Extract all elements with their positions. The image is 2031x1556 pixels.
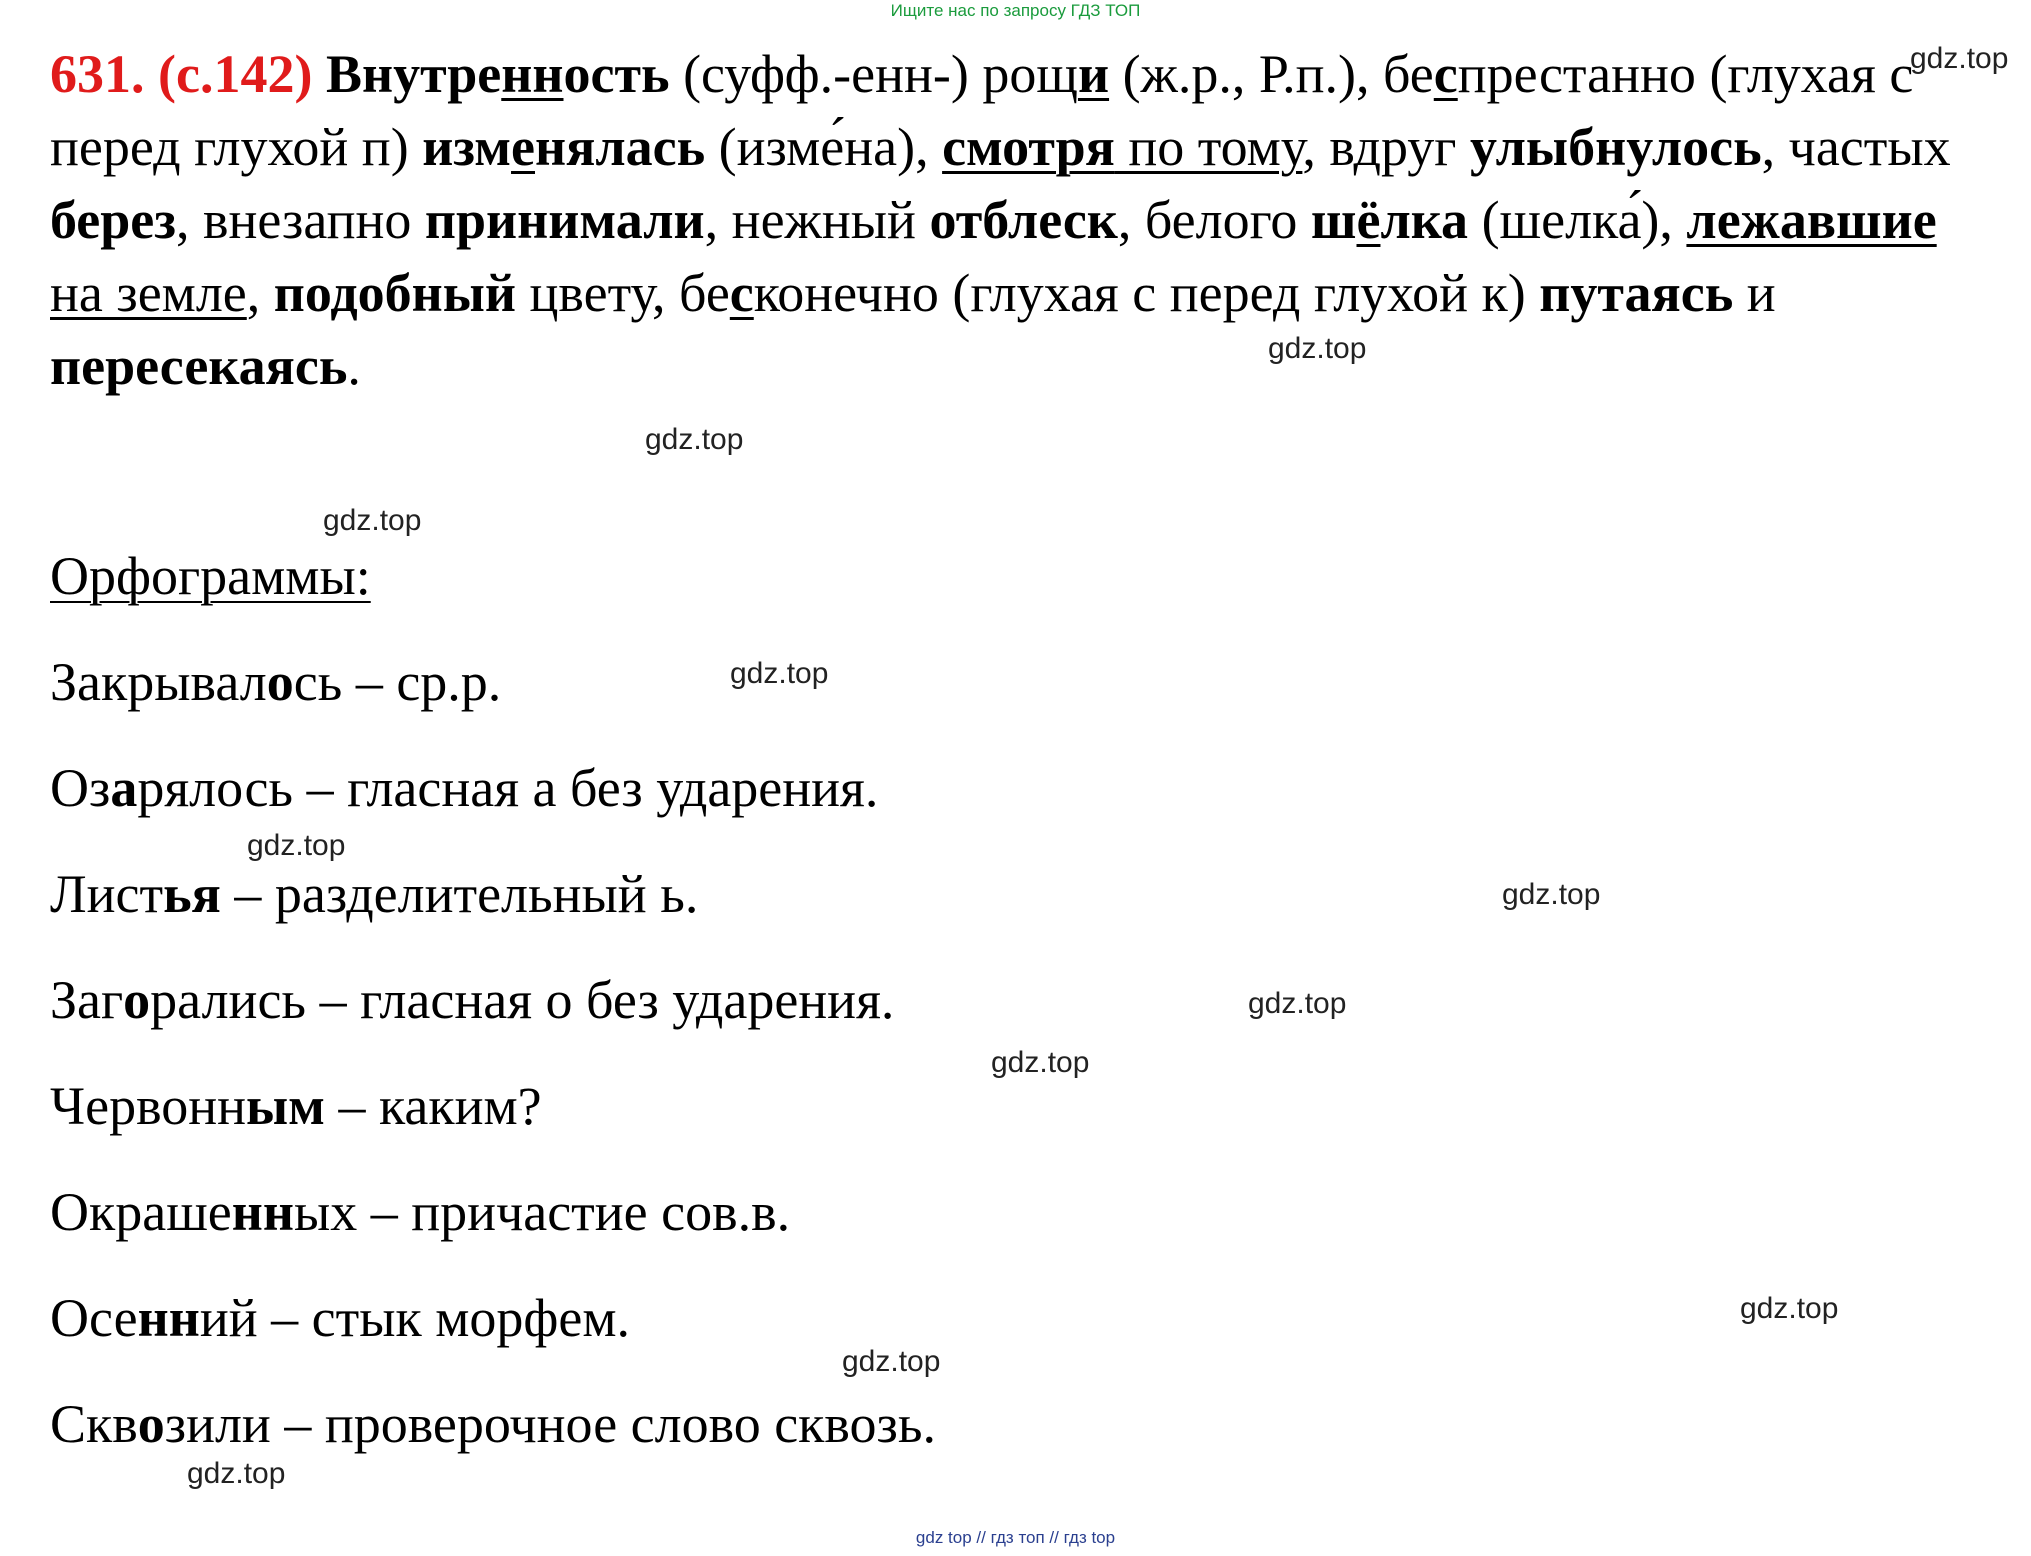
word-putayas: путаясь [1539, 263, 1734, 323]
task-number: 631. (с.142) [50, 44, 313, 104]
watermark: gdz.top [247, 829, 346, 862]
word-besprestanno: беспрестанно [1383, 44, 1696, 104]
word-izmenyalas: изменялась [422, 117, 706, 177]
word-podobnyi: подобный [273, 263, 517, 323]
watermark: gdz.top [1268, 332, 1367, 365]
watermark: gdz.top [1740, 1292, 1839, 1325]
phrase-smotrya: смотря по тому [942, 117, 1303, 177]
watermark: gdz.top [187, 1457, 286, 1490]
footer-links[interactable]: gdz top // гдз топ // гдз top [915, 1528, 1116, 1547]
word-roshchi: рощи [982, 44, 1110, 104]
word-shyolka: шёлка [1310, 190, 1469, 250]
orthogram-line: Осенний – стык морфем. [50, 1288, 631, 1348]
orthogram-line: Озарялось – гласная а без ударения. [50, 758, 879, 818]
orthogram-line: Червонным – каким? [50, 1076, 542, 1136]
top-banner[interactable]: Ищите нас по запросу ГДЗ ТОП [890, 1, 1141, 20]
task-text: 631. (с.142) Внутренность (суфф.-енн-) рощи (ж.р., Р.п.), беспрестанно (глухая с перед глухой п) изменялась (изме́на), смотря по тому, вдруг улыбнулось, частых берез, внезапно принимали, нежный отблеск, белого шёлка (шелка́), лежавшие на земле, подобный цвету, бесконечно (глухая с перед глухой к) путаясь и пересекаясь. [50, 44, 1951, 396]
letter-s-beskonechno: с [729, 263, 754, 323]
orthogram-line: Сквозили – проверочное слово сквозь. [50, 1394, 936, 1454]
watermark: gdz.top [1502, 878, 1601, 911]
word-prinimali: принимали [424, 190, 705, 250]
word-vnutrennost: Внутренность [325, 44, 670, 104]
word-lezhavshie: лежавшие [1686, 190, 1937, 250]
word-berez: берез [50, 190, 176, 250]
watermark: gdz.top [1248, 987, 1347, 1020]
orthogram-line: Закрывалось – ср.р. [50, 652, 502, 712]
orthogram-line: Загорались – гласная о без ударения. [50, 970, 895, 1030]
orthogram-line: Листья – разделительный ь. [50, 864, 699, 924]
watermark: gdz.top [323, 504, 422, 537]
word-ulybnulos: улыбнулось [1469, 117, 1762, 177]
watermark: gdz.top [842, 1345, 941, 1378]
watermark: gdz.top [730, 657, 829, 690]
orthograms-heading: Орфограммы: [50, 546, 371, 606]
watermark: gdz.top [991, 1046, 1090, 1079]
watermark: gdz.top [1910, 42, 2009, 75]
word-peresekayas: пересекаясь [50, 336, 348, 396]
orthogram-line: Окрашенных – причастие сов.в. [50, 1182, 791, 1242]
phrase-na-zemle: на земле [50, 263, 247, 323]
watermark: gdz.top [645, 423, 744, 456]
word-otblesk: отблеск [929, 190, 1118, 250]
